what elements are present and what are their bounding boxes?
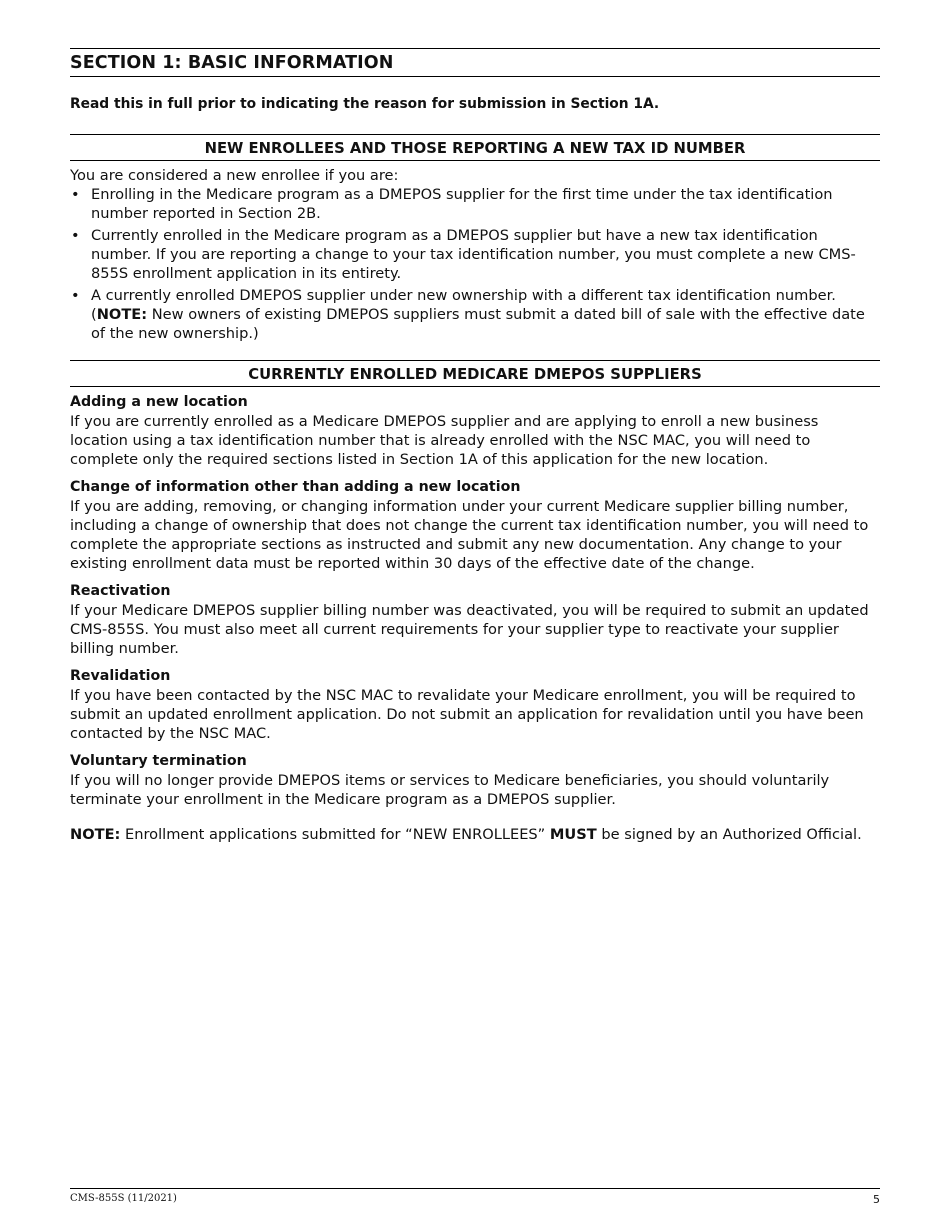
list-item (70, 185, 880, 223)
final-note-emphasis: MUST (549, 826, 597, 843)
new-enrollees-heading: NEW ENROLLEES AND THOSE REPORTING A NEW TAX ID NUMBER (70, 134, 880, 161)
block-title: Adding a new location (70, 394, 248, 410)
bullet-icon: • (71, 287, 80, 304)
block-text: If you are currently enrolled as a Medicare DMEPOS supplier and are applying to enroll a new business location using a tax identification number that is already enrolled with the NSC MAC, you will need to complete only the required sections listed in Section 1A of this application for the new location. (70, 413, 819, 468)
page-number: 5 (873, 1193, 880, 1206)
bullet-icon: • (71, 186, 80, 203)
info-block-reactivation (70, 582, 880, 658)
block-title: Revalidation (70, 668, 171, 684)
current-suppliers-heading: CURRENTLY ENROLLED MEDICARE DMEPOS SUPPLIERS (70, 360, 880, 387)
final-note (70, 825, 880, 844)
block-text: If you have been contacted by the NSC MAC to revalidate your Medicare enrollment, you will be required to submit an updated enrollment application. Do not submit an application for revalidation until you have been contacted by the NSC MAC. (70, 687, 864, 742)
list-item-text: Currently enrolled in the Medicare program as a DMEPOS supplier but have a new tax identification number. If you are reporting a change to your tax identification number, you must complete a new CMS-855S enrollment application in its entirety. (91, 227, 856, 282)
page-footer (70, 1188, 880, 1206)
block-title: Reactivation (70, 583, 171, 599)
new-enrollees-list (70, 185, 880, 343)
note-label: NOTE: (96, 306, 148, 323)
block-title: Voluntary termination (70, 753, 247, 769)
info-block-revalidation (70, 667, 880, 743)
final-note-label: NOTE: (70, 826, 121, 843)
note-text: New owners of existing DMEPOS suppliers must submit a dated bill of sale with the effective date of the new ownership.) (91, 306, 865, 342)
new-enrollees-intro: You are considered a new enrollee if you are: (70, 167, 399, 184)
final-note-text-a: Enrollment applications submitted for “NEW ENROLLEES” (120, 826, 550, 843)
block-text: If you will no longer provide DMEPOS items or services to Medicare beneficiaries, you should voluntarily terminate your enrollment in the Medicare program as a DMEPOS supplier. (70, 772, 830, 808)
list-item-text: Enrolling in the Medicare program as a DMEPOS supplier for the first time under the tax identification number reported in Section 2B. (91, 186, 833, 222)
note-open-paren: ( (91, 306, 97, 323)
info-block-adding-location (70, 393, 880, 469)
info-block-voluntary-termination (70, 752, 880, 809)
document-page (70, 48, 880, 844)
list-item (70, 286, 880, 343)
block-title: Change of information other than adding a new location (70, 479, 521, 495)
list-item-text: A currently enrolled DMEPOS supplier under new ownership with a different tax identification number. (91, 287, 836, 304)
list-item (70, 226, 880, 283)
info-block-change-of-information (70, 478, 880, 573)
block-text: If you are adding, removing, or changing information under your current Medicare supplier billing number, including a change of ownership that does not change the current tax identification number, you will need to complete the appropriate sections as instructed and submit any new documentation. Any change to your existing enrollment data must be reported within 30 days of the effective date of the change. (70, 498, 869, 572)
block-text: If your Medicare DMEPOS supplier billing number was deactivated, you will be required to submit an updated CMS-855S. You must also meet all current requirements for your supplier type to reactivate your supplier billing number. (70, 602, 869, 657)
final-note-text-b: be signed by an Authorized Official. (596, 826, 862, 843)
section-title: SECTION 1: BASIC INFORMATION (70, 48, 880, 77)
form-identifier: CMS-855S (11/2021) (70, 1193, 177, 1204)
lead-instruction: Read this in full prior to indicating the reason for submission in Section 1A. (70, 96, 660, 112)
bullet-icon: • (71, 227, 80, 244)
